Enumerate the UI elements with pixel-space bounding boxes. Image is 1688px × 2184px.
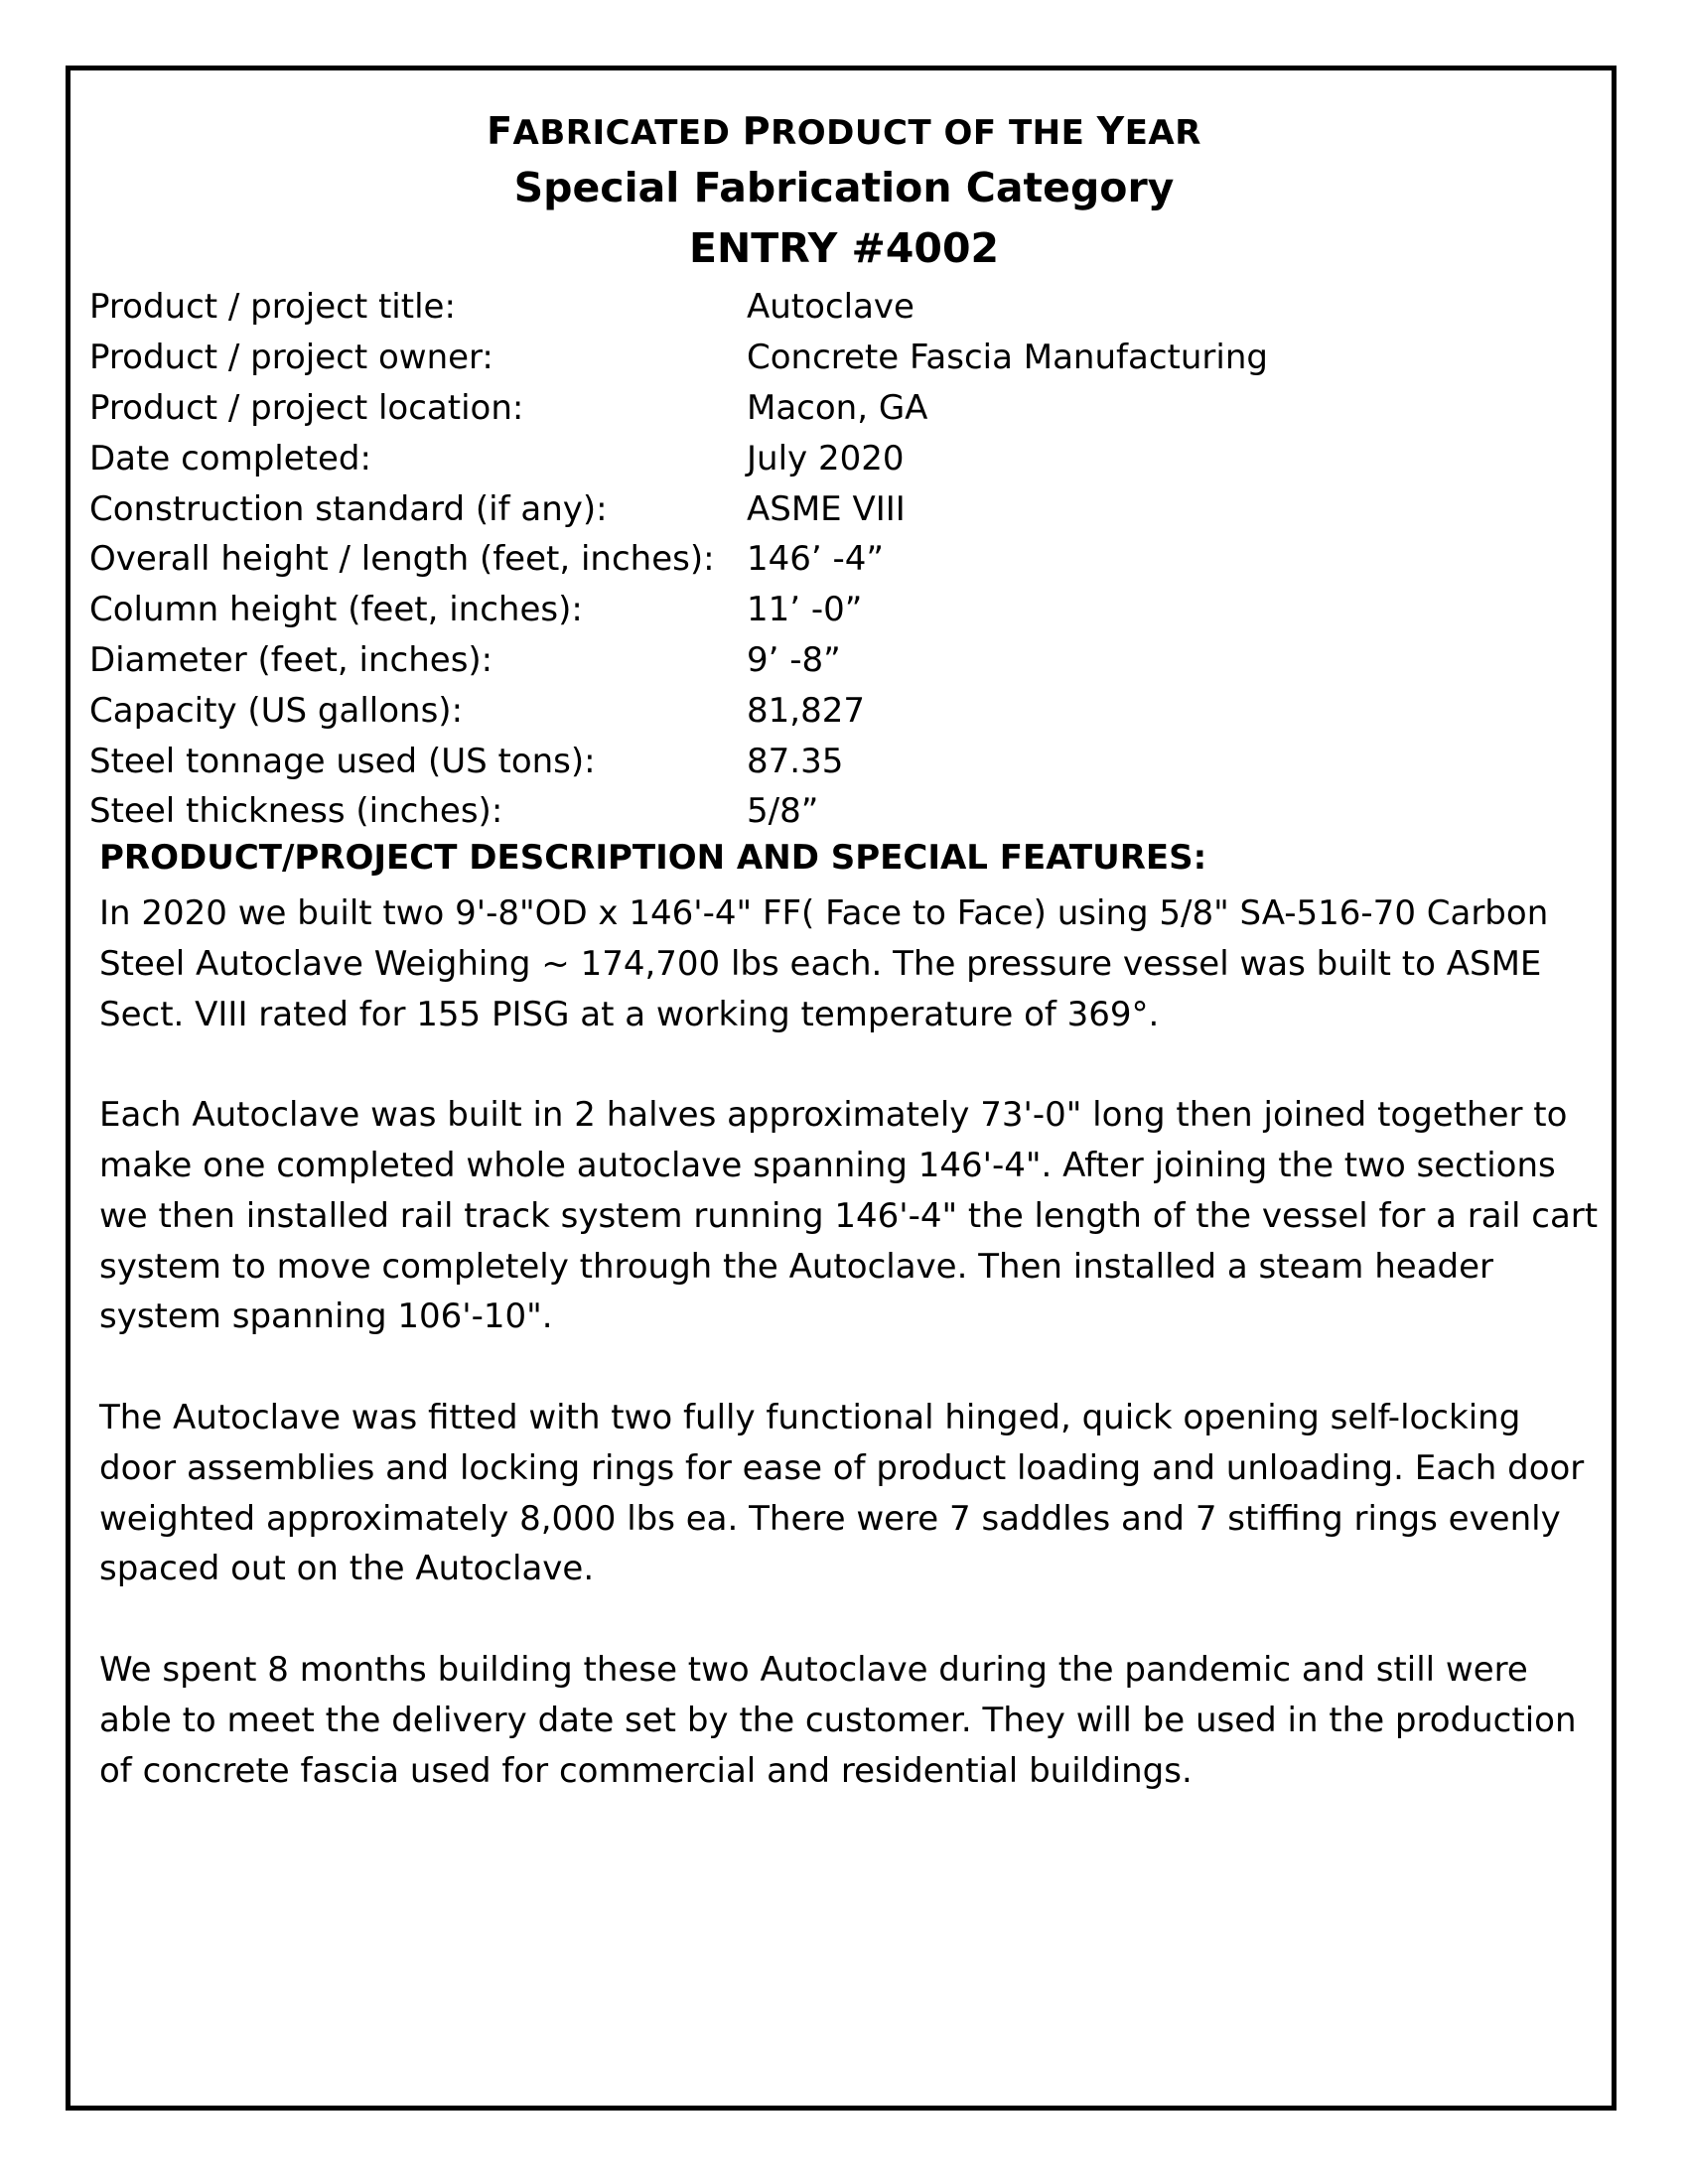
field-label: Column height (feet, inches): xyxy=(89,590,583,630)
field-row xyxy=(89,383,1499,434)
field-label: Product / project location: xyxy=(89,387,524,428)
field-value: 146’ -4” xyxy=(747,539,885,580)
field-label: Construction standard (if any): xyxy=(89,488,608,529)
field-value: July 2020 xyxy=(747,438,905,478)
field-value: Autoclave xyxy=(747,287,914,328)
description-paragraph xyxy=(99,888,1579,1039)
description-line: of concrete fascia used for commercial and residential buildings. xyxy=(99,1750,1193,1791)
field-row xyxy=(89,585,1499,635)
award-title: FABRICATED PRODUCT OF THE YEAR xyxy=(487,109,1201,153)
description-line: We spent 8 months building these two Autoclave during the pandemic and still were xyxy=(99,1649,1528,1690)
description-line: The Autoclave was fitted with two fully functional hinged, quick opening self-locking xyxy=(99,1397,1521,1437)
description-paragraph xyxy=(99,1090,1599,1342)
description-line: spaced out on the Autoclave. xyxy=(99,1549,595,1589)
field-label: Date completed: xyxy=(89,438,371,478)
field-row xyxy=(89,534,1499,585)
description-line: system to move completely through the Autoclave. Then installed a steam header xyxy=(99,1246,1494,1287)
project-fields xyxy=(89,282,1499,837)
field-row xyxy=(89,635,1499,686)
field-row xyxy=(89,786,1499,837)
field-row xyxy=(89,483,1499,534)
description-line: In 2020 we built two 9'-8"OD x 146'-4" FF( Face to Face) using 5/8" SA-516-70 Carbon xyxy=(99,893,1549,933)
field-value: 87.35 xyxy=(747,741,844,781)
description-line: able to meet the delivery date set by the customer. They will be used in the production xyxy=(99,1700,1577,1740)
field-label: Capacity (US gallons): xyxy=(89,690,464,731)
field-row xyxy=(89,282,1499,333)
description-line: weighted approximately 8,000 lbs ea. There were 7 saddles and 7 stiffing rings evenly xyxy=(99,1498,1561,1539)
field-value: 81,827 xyxy=(747,690,865,731)
field-value: ASME VIII xyxy=(747,488,906,529)
field-label: Steel thickness (inches): xyxy=(89,791,503,832)
field-row xyxy=(89,433,1499,483)
field-row xyxy=(89,685,1499,736)
description-line: Sect. VIII rated for 155 PISG at a working temperature of 369°. xyxy=(99,994,1160,1034)
field-value: 9’ -8” xyxy=(747,639,841,680)
field-value: Concrete Fascia Manufacturing xyxy=(747,338,1268,378)
description-paragraph xyxy=(99,1393,1585,1594)
field-label: Product / project title: xyxy=(89,287,456,328)
description-line: Each Autoclave was built in 2 halves approximately 73'-0" long then joined together to xyxy=(99,1095,1568,1136)
description-paragraph xyxy=(99,1645,1579,1796)
field-value: Macon, GA xyxy=(747,387,928,428)
field-label: Overall height / length (feet, inches): xyxy=(89,539,715,580)
field-label: Diameter (feet, inches): xyxy=(89,639,493,680)
description-heading: PRODUCT/PROJECT DESCRIPTION AND SPECIAL FEATURES: xyxy=(99,838,1207,878)
field-label: Product / project owner: xyxy=(89,338,493,378)
description-line: Steel Autoclave Weighing ~ 174,700 lbs each. The pressure vessel was built to ASME xyxy=(99,943,1542,984)
entry-number: ENTRY #4002 xyxy=(688,224,1000,272)
description-line: system spanning 106'-10". xyxy=(99,1297,553,1337)
category-title: Special Fabrication Category xyxy=(513,164,1175,211)
field-row xyxy=(89,736,1499,786)
description-line: door assemblies and locking rings for ease of product loading and unloading. Each door xyxy=(99,1447,1585,1488)
description-line: make one completed whole autoclave spanning 146'-4". After joining the two sections xyxy=(99,1145,1556,1185)
field-value: 5/8” xyxy=(747,791,819,832)
field-value: 11’ -0” xyxy=(747,590,863,630)
description-line: we then installed rail track system running 146'-4" the length of the vessel for a rail cart xyxy=(99,1195,1599,1236)
description-body xyxy=(99,888,1599,1846)
field-label: Steel tonnage used (US tons): xyxy=(89,741,596,781)
field-row xyxy=(89,333,1499,383)
